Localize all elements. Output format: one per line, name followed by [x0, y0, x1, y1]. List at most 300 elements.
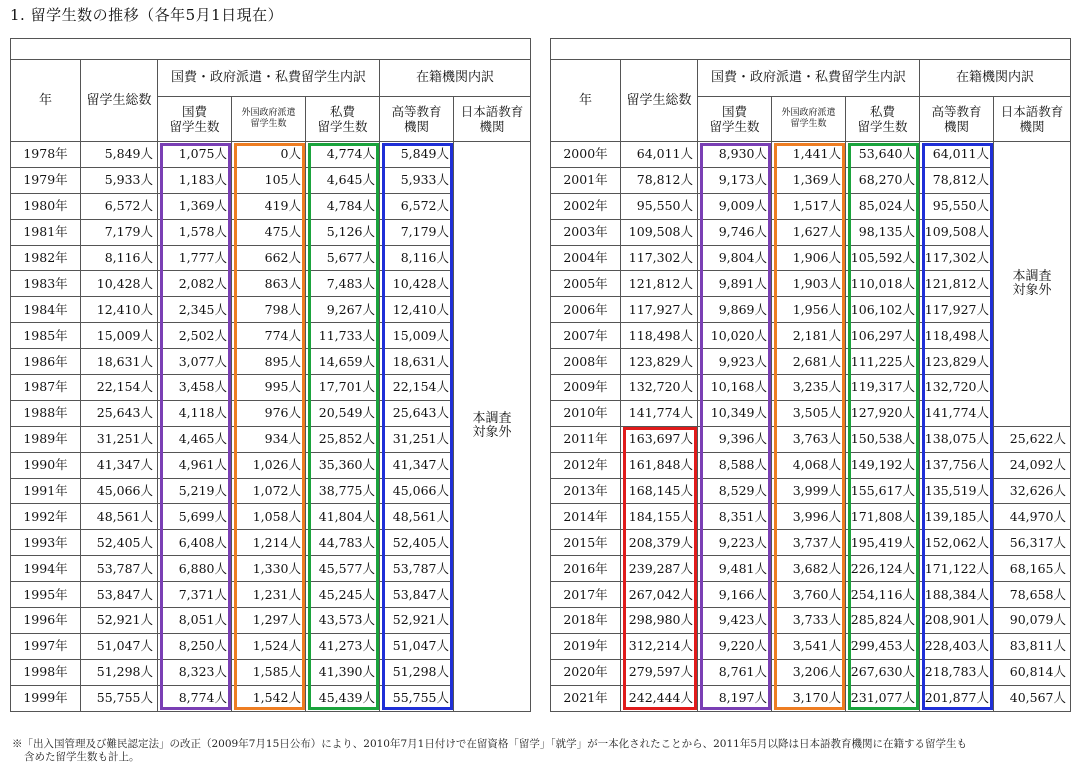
- total-cell: 242,444人: [621, 685, 698, 711]
- private-cell: 127,920人: [846, 400, 920, 426]
- year-cell: 1991年: [11, 478, 81, 504]
- total-cell: 184,155人: [621, 504, 698, 530]
- foreign-cell: 1,903人: [772, 271, 846, 297]
- header-year: 年: [11, 60, 81, 142]
- table-row: [551, 400, 1071, 426]
- foreign-cell: 3,170人: [772, 685, 846, 711]
- private-cell: 44,783人: [306, 530, 380, 556]
- total-cell: 312,214人: [621, 633, 698, 659]
- table-row: [551, 608, 1071, 634]
- private-cell: 106,102人: [846, 297, 920, 323]
- foreign-cell: 3,760人: [772, 582, 846, 608]
- foreign-cell: 3,999人: [772, 478, 846, 504]
- higher-cell: 41,347人: [380, 452, 454, 478]
- gov-cell: 9,173人: [698, 167, 772, 193]
- foreign-cell: 1,627人: [772, 219, 846, 245]
- gov-cell: 10,168人: [698, 375, 772, 401]
- private-cell: 43,573人: [306, 608, 380, 634]
- year-cell: 2020年: [551, 659, 621, 685]
- gov-cell: 8,774人: [158, 685, 232, 711]
- higher-cell: 51,298人: [380, 659, 454, 685]
- foreign-cell: 419人: [232, 193, 306, 219]
- table-row: [551, 659, 1071, 685]
- total-cell: 53,787人: [81, 556, 158, 582]
- total-cell: 6,572人: [81, 193, 158, 219]
- gov-cell: 9,220人: [698, 633, 772, 659]
- private-cell: 254,116人: [846, 582, 920, 608]
- year-cell: 2011年: [551, 426, 621, 452]
- table-row: [11, 167, 531, 193]
- table-row: [551, 633, 1071, 659]
- private-cell: 226,124人: [846, 556, 920, 582]
- foreign-cell: 1,524人: [232, 633, 306, 659]
- header-total: 留学生総数: [81, 60, 158, 142]
- header-gov: 国費 留学生数: [698, 97, 772, 142]
- private-cell: 98,135人: [846, 219, 920, 245]
- table-row: [551, 297, 1071, 323]
- gov-cell: 9,423人: [698, 608, 772, 634]
- total-cell: 22,154人: [81, 375, 158, 401]
- higher-cell: 53,847人: [380, 582, 454, 608]
- year-cell: 2014年: [551, 504, 621, 530]
- foreign-cell: 3,763人: [772, 426, 846, 452]
- table-row: [551, 530, 1071, 556]
- total-cell: 132,720人: [621, 375, 698, 401]
- higher-cell: 141,774人: [920, 400, 994, 426]
- table-row: [11, 400, 531, 426]
- higher-cell: 118,498人: [920, 323, 994, 349]
- year-cell: 1993年: [11, 530, 81, 556]
- gov-cell: 5,699人: [158, 504, 232, 530]
- not-covered-note: 本調査 対象外: [994, 142, 1071, 427]
- total-cell: 18,631人: [81, 349, 158, 375]
- japanese-cell: 56,317人: [994, 530, 1071, 556]
- table-row: [551, 375, 1071, 401]
- year-cell: 2005年: [551, 271, 621, 297]
- foreign-cell: 105人: [232, 167, 306, 193]
- year-cell: 1983年: [11, 271, 81, 297]
- gov-cell: 5,219人: [158, 478, 232, 504]
- gov-cell: 9,009人: [698, 193, 772, 219]
- table-left: [10, 38, 531, 712]
- table-row: [11, 452, 531, 478]
- year-cell: 1997年: [11, 633, 81, 659]
- total-cell: 5,849人: [81, 142, 158, 168]
- year-cell: 2008年: [551, 349, 621, 375]
- private-cell: 106,297人: [846, 323, 920, 349]
- total-cell: 168,145人: [621, 478, 698, 504]
- foreign-cell: 1,214人: [232, 530, 306, 556]
- higher-cell: 117,927人: [920, 297, 994, 323]
- foreign-cell: 3,996人: [772, 504, 846, 530]
- year-cell: 2001年: [551, 167, 621, 193]
- gov-cell: 1,369人: [158, 193, 232, 219]
- foreign-cell: 4,068人: [772, 452, 846, 478]
- foreign-cell: 0人: [232, 142, 306, 168]
- foreign-cell: 662人: [232, 245, 306, 271]
- year-cell: 2010年: [551, 400, 621, 426]
- year-cell: 2013年: [551, 478, 621, 504]
- gov-cell: 6,880人: [158, 556, 232, 582]
- foreign-cell: 2,181人: [772, 323, 846, 349]
- table-row: [11, 193, 531, 219]
- private-cell: 111,225人: [846, 349, 920, 375]
- year-cell: 1989年: [11, 426, 81, 452]
- gov-cell: 7,371人: [158, 582, 232, 608]
- header-breakdown-funding: 国費・政府派遣・私費留学生内訳: [158, 60, 380, 97]
- total-cell: 208,379人: [621, 530, 698, 556]
- table-right: [550, 38, 1071, 712]
- total-cell: 15,009人: [81, 323, 158, 349]
- header-private: 私費 留学生数: [846, 97, 920, 142]
- foreign-cell: 3,206人: [772, 659, 846, 685]
- header-blank: [11, 39, 531, 60]
- header-higher: 高等教育 機関: [920, 97, 994, 142]
- foreign-cell: 1,330人: [232, 556, 306, 582]
- year-cell: 1988年: [11, 400, 81, 426]
- table-row: [551, 685, 1071, 711]
- private-cell: 7,483人: [306, 271, 380, 297]
- total-cell: 51,047人: [81, 633, 158, 659]
- foreign-cell: 1,906人: [772, 245, 846, 271]
- private-cell: 9,267人: [306, 297, 380, 323]
- gov-cell: 9,223人: [698, 530, 772, 556]
- gov-cell: 2,082人: [158, 271, 232, 297]
- higher-cell: 152,062人: [920, 530, 994, 556]
- higher-cell: 218,783人: [920, 659, 994, 685]
- higher-cell: 188,384人: [920, 582, 994, 608]
- table-row: [11, 608, 531, 634]
- table-row: [551, 478, 1071, 504]
- header-total: 留学生総数: [621, 60, 698, 142]
- year-cell: 2004年: [551, 245, 621, 271]
- foreign-cell: 475人: [232, 219, 306, 245]
- foreign-cell: 3,682人: [772, 556, 846, 582]
- total-cell: 279,597人: [621, 659, 698, 685]
- private-cell: 41,804人: [306, 504, 380, 530]
- year-cell: 1986年: [11, 349, 81, 375]
- year-cell: 1994年: [11, 556, 81, 582]
- gov-cell: 8,588人: [698, 452, 772, 478]
- japanese-cell: 32,626人: [994, 478, 1071, 504]
- year-cell: 2000年: [551, 142, 621, 168]
- higher-cell: 121,812人: [920, 271, 994, 297]
- foreign-cell: 3,541人: [772, 633, 846, 659]
- footnote: [12, 738, 1072, 764]
- table-row: [551, 245, 1071, 271]
- private-cell: 53,640人: [846, 142, 920, 168]
- total-cell: 51,298人: [81, 659, 158, 685]
- private-cell: 68,270人: [846, 167, 920, 193]
- table-row: [551, 556, 1071, 582]
- gov-cell: 6,408人: [158, 530, 232, 556]
- header-private: 私費 留学生数: [306, 97, 380, 142]
- header-blank: [551, 39, 1071, 60]
- gov-cell: 3,077人: [158, 349, 232, 375]
- private-cell: 149,192人: [846, 452, 920, 478]
- total-cell: 41,347人: [81, 452, 158, 478]
- higher-cell: 132,720人: [920, 375, 994, 401]
- gov-cell: 8,351人: [698, 504, 772, 530]
- private-cell: 195,419人: [846, 530, 920, 556]
- table-row: [11, 478, 531, 504]
- year-cell: 1978年: [11, 142, 81, 168]
- higher-cell: 171,122人: [920, 556, 994, 582]
- private-cell: 155,617人: [846, 478, 920, 504]
- gov-cell: 9,891人: [698, 271, 772, 297]
- private-cell: 4,645人: [306, 167, 380, 193]
- table-row: [551, 426, 1071, 452]
- table-row: [11, 530, 531, 556]
- japanese-cell: 78,658人: [994, 582, 1071, 608]
- private-cell: 5,677人: [306, 245, 380, 271]
- total-cell: 25,643人: [81, 400, 158, 426]
- total-cell: 31,251人: [81, 426, 158, 452]
- private-cell: 41,390人: [306, 659, 380, 685]
- private-cell: 17,701人: [306, 375, 380, 401]
- year-cell: 1982年: [11, 245, 81, 271]
- higher-cell: 137,756人: [920, 452, 994, 478]
- private-cell: 35,360人: [306, 452, 380, 478]
- total-cell: 118,498人: [621, 323, 698, 349]
- table-row: [11, 349, 531, 375]
- total-cell: 52,405人: [81, 530, 158, 556]
- total-cell: 8,116人: [81, 245, 158, 271]
- gov-cell: 8,250人: [158, 633, 232, 659]
- foreign-cell: 934人: [232, 426, 306, 452]
- year-cell: 2015年: [551, 530, 621, 556]
- foreign-cell: 863人: [232, 271, 306, 297]
- total-cell: 298,980人: [621, 608, 698, 634]
- private-cell: 45,245人: [306, 582, 380, 608]
- higher-cell: 22,154人: [380, 375, 454, 401]
- footnote-line-2: 含めた留学生数も計上。: [24, 751, 140, 763]
- private-cell: 267,630人: [846, 659, 920, 685]
- table-row: [11, 426, 531, 452]
- year-cell: 1981年: [11, 219, 81, 245]
- header-foreign: 外国政府派遣 留学生数: [232, 97, 306, 142]
- foreign-cell: 1,441人: [772, 142, 846, 168]
- private-cell: 150,538人: [846, 426, 920, 452]
- table-row: [11, 375, 531, 401]
- total-cell: 45,066人: [81, 478, 158, 504]
- foreign-cell: 1,072人: [232, 478, 306, 504]
- gov-cell: 8,051人: [158, 608, 232, 634]
- header-japanese: 日本語教育 機関: [994, 97, 1071, 142]
- year-cell: 2006年: [551, 297, 621, 323]
- private-cell: 41,273人: [306, 633, 380, 659]
- private-cell: 38,775人: [306, 478, 380, 504]
- japanese-cell: 40,567人: [994, 685, 1071, 711]
- higher-cell: 31,251人: [380, 426, 454, 452]
- private-cell: 14,659人: [306, 349, 380, 375]
- private-cell: 285,824人: [846, 608, 920, 634]
- higher-cell: 6,572人: [380, 193, 454, 219]
- foreign-cell: 1,026人: [232, 452, 306, 478]
- japanese-cell: 90,079人: [994, 608, 1071, 634]
- gov-cell: 8,761人: [698, 659, 772, 685]
- foreign-cell: 1,517人: [772, 193, 846, 219]
- private-cell: 45,439人: [306, 685, 380, 711]
- table-row: [11, 219, 531, 245]
- year-cell: 1999年: [11, 685, 81, 711]
- year-cell: 2003年: [551, 219, 621, 245]
- higher-cell: 228,403人: [920, 633, 994, 659]
- gov-cell: 9,923人: [698, 349, 772, 375]
- total-cell: 117,302人: [621, 245, 698, 271]
- gov-cell: 4,465人: [158, 426, 232, 452]
- private-cell: 5,126人: [306, 219, 380, 245]
- year-cell: 2007年: [551, 323, 621, 349]
- private-cell: 231,077人: [846, 685, 920, 711]
- foreign-cell: 1,585人: [232, 659, 306, 685]
- higher-cell: 52,405人: [380, 530, 454, 556]
- total-cell: 109,508人: [621, 219, 698, 245]
- gov-cell: 8,323人: [158, 659, 232, 685]
- not-covered-note: 本調査 対象外: [454, 142, 531, 712]
- table-row: [551, 219, 1071, 245]
- gov-cell: 1,578人: [158, 219, 232, 245]
- higher-cell: 201,877人: [920, 685, 994, 711]
- higher-cell: 25,643人: [380, 400, 454, 426]
- private-cell: 4,774人: [306, 142, 380, 168]
- table-row: [11, 271, 531, 297]
- gov-cell: 2,345人: [158, 297, 232, 323]
- foreign-cell: 1,956人: [772, 297, 846, 323]
- gov-cell: 8,197人: [698, 685, 772, 711]
- higher-cell: 51,047人: [380, 633, 454, 659]
- header-foreign: 外国政府派遣 留学生数: [772, 97, 846, 142]
- gov-cell: 1,183人: [158, 167, 232, 193]
- foreign-cell: 3,737人: [772, 530, 846, 556]
- foreign-cell: 995人: [232, 375, 306, 401]
- higher-cell: 123,829人: [920, 349, 994, 375]
- japanese-cell: 60,814人: [994, 659, 1071, 685]
- total-cell: 53,847人: [81, 582, 158, 608]
- foreign-cell: 1,058人: [232, 504, 306, 530]
- japanese-cell: 83,811人: [994, 633, 1071, 659]
- table-row: [11, 323, 531, 349]
- higher-cell: 135,519人: [920, 478, 994, 504]
- total-cell: 5,933人: [81, 167, 158, 193]
- year-cell: 2009年: [551, 375, 621, 401]
- higher-cell: 15,009人: [380, 323, 454, 349]
- total-cell: 121,812人: [621, 271, 698, 297]
- table-row: [551, 142, 1071, 168]
- page-title: 1. 留学生数の推移（各年5月1日現在）: [10, 6, 284, 24]
- higher-cell: 10,428人: [380, 271, 454, 297]
- foreign-cell: 976人: [232, 400, 306, 426]
- higher-cell: 55,755人: [380, 685, 454, 711]
- year-cell: 1984年: [11, 297, 81, 323]
- gov-cell: 9,869人: [698, 297, 772, 323]
- private-cell: 4,784人: [306, 193, 380, 219]
- foreign-cell: 798人: [232, 297, 306, 323]
- gov-cell: 3,458人: [158, 375, 232, 401]
- gov-cell: 4,961人: [158, 452, 232, 478]
- header-breakdown-funding: 国費・政府派遣・私費留学生内訳: [698, 60, 920, 97]
- footnote-line-1: ※「出入国管理及び難民認定法」の改正（2009年7月15日公布）により、2010年7月1日付けで在留資格「留学」「就学」が一本化されたことから、2011年5月以降は日本語教育機関に在籍する留学生も: [12, 738, 967, 750]
- total-cell: 163,697人: [621, 426, 698, 452]
- gov-cell: 4,118人: [158, 400, 232, 426]
- year-cell: 1987年: [11, 375, 81, 401]
- private-cell: 25,852人: [306, 426, 380, 452]
- total-cell: 141,774人: [621, 400, 698, 426]
- higher-cell: 8,116人: [380, 245, 454, 271]
- gov-cell: 1,075人: [158, 142, 232, 168]
- private-cell: 45,577人: [306, 556, 380, 582]
- higher-cell: 95,550人: [920, 193, 994, 219]
- gov-cell: 9,481人: [698, 556, 772, 582]
- table-row: [551, 582, 1071, 608]
- year-cell: 1980年: [11, 193, 81, 219]
- gov-cell: 1,777人: [158, 245, 232, 271]
- higher-cell: 5,933人: [380, 167, 454, 193]
- foreign-cell: 1,369人: [772, 167, 846, 193]
- total-cell: 161,848人: [621, 452, 698, 478]
- foreign-cell: 3,235人: [772, 375, 846, 401]
- table-row: [551, 504, 1071, 530]
- table-right-body: [551, 142, 1071, 712]
- year-cell: 2019年: [551, 633, 621, 659]
- table-row: [11, 685, 531, 711]
- foreign-cell: 3,505人: [772, 400, 846, 426]
- total-cell: 55,755人: [81, 685, 158, 711]
- gov-cell: 9,746人: [698, 219, 772, 245]
- header-year: 年: [551, 60, 621, 142]
- private-cell: 20,549人: [306, 400, 380, 426]
- higher-cell: 7,179人: [380, 219, 454, 245]
- total-cell: 10,428人: [81, 271, 158, 297]
- total-cell: 48,561人: [81, 504, 158, 530]
- private-cell: 11,733人: [306, 323, 380, 349]
- total-cell: 7,179人: [81, 219, 158, 245]
- table-left-body: [11, 142, 531, 712]
- higher-cell: 52,921人: [380, 608, 454, 634]
- header-gov: 国費 留学生数: [158, 97, 232, 142]
- higher-cell: 139,185人: [920, 504, 994, 530]
- table-row: [11, 633, 531, 659]
- gov-cell: 9,166人: [698, 582, 772, 608]
- year-cell: 2012年: [551, 452, 621, 478]
- japanese-cell: 44,970人: [994, 504, 1071, 530]
- higher-cell: 12,410人: [380, 297, 454, 323]
- table-row: [11, 504, 531, 530]
- foreign-cell: 1,542人: [232, 685, 306, 711]
- table-row: [11, 556, 531, 582]
- japanese-cell: 68,165人: [994, 556, 1071, 582]
- higher-cell: 53,787人: [380, 556, 454, 582]
- table-row: [551, 193, 1071, 219]
- year-cell: 2021年: [551, 685, 621, 711]
- total-cell: 78,812人: [621, 167, 698, 193]
- higher-cell: 78,812人: [920, 167, 994, 193]
- table-row: [551, 167, 1071, 193]
- year-cell: 1992年: [11, 504, 81, 530]
- private-cell: 110,018人: [846, 271, 920, 297]
- foreign-cell: 1,231人: [232, 582, 306, 608]
- table-row: [551, 452, 1071, 478]
- header-breakdown-institution: 在籍機関内訳: [920, 60, 1071, 97]
- total-cell: 12,410人: [81, 297, 158, 323]
- private-cell: 105,592人: [846, 245, 920, 271]
- table-row: [11, 297, 531, 323]
- year-cell: 2016年: [551, 556, 621, 582]
- total-cell: 95,550人: [621, 193, 698, 219]
- gov-cell: 10,020人: [698, 323, 772, 349]
- private-cell: 171,808人: [846, 504, 920, 530]
- total-cell: 117,927人: [621, 297, 698, 323]
